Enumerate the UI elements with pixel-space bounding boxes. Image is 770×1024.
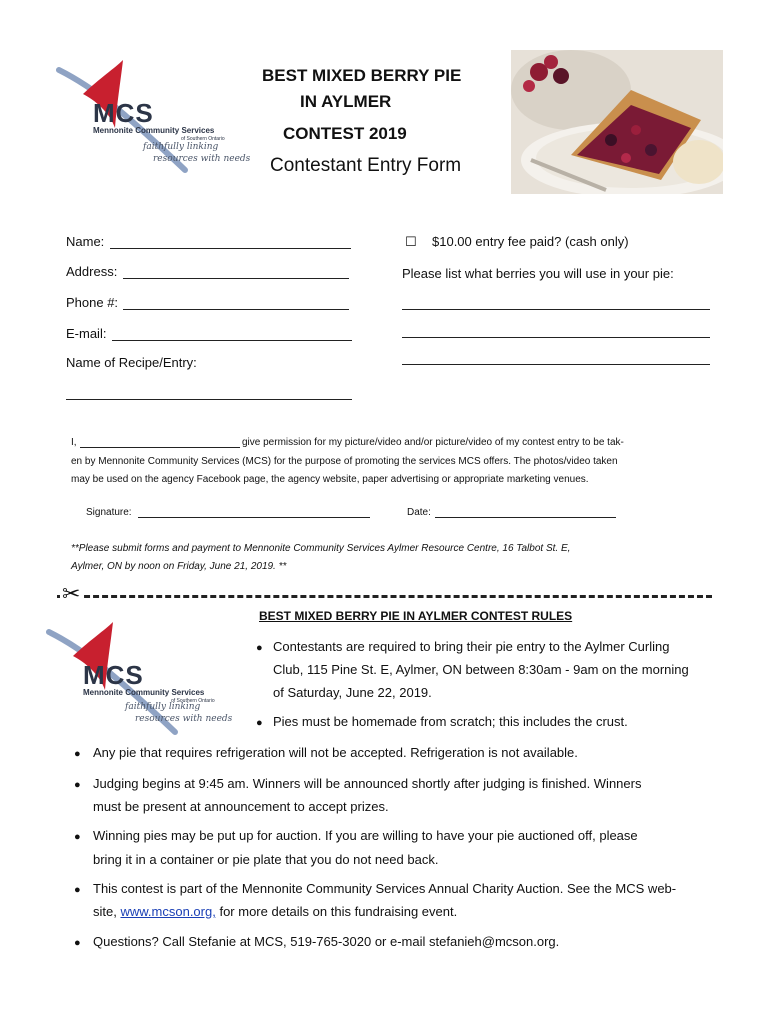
logo-region-text: of Southern Ontario (171, 698, 215, 704)
logo-tagline-2: resources with needs (135, 714, 233, 724)
phone-label: Phone #: (66, 295, 119, 310)
bullet-icon: ● (74, 831, 81, 843)
rule-1-line-2: Club, 115 Pine St. E, Aylmer, ON between 8:30am - 9am on the morning (273, 662, 689, 677)
rule-3: Any pie that requires refrigeration will not be accepted. Refrigeration is not available. (93, 745, 578, 760)
rule-2: Pies must be homemade from scratch; this includes the crust. (273, 714, 628, 729)
fee-checkbox[interactable]: ☐ (405, 234, 417, 249)
rule-6-line-2 (93, 900, 457, 923)
form-subtitle: Contestant Entry Form (270, 155, 462, 176)
consent-text-1: give permission for my picture/video and/or picture/video of my contest entry to be tak- (242, 437, 624, 448)
date-field[interactable] (435, 517, 616, 518)
consent-text-2: en by Mennonite Community Services (MCS) for the purpose of promoting the services MCS offers. The photos/video taken (71, 456, 618, 467)
logo-tagline-1: faithfully linking (125, 702, 201, 712)
phone-field[interactable] (123, 309, 349, 310)
name-field[interactable] (110, 248, 351, 249)
date-label: Date: (407, 507, 431, 518)
cut-line (57, 595, 712, 598)
logo-org-text: Mennonite Community Services (93, 126, 215, 135)
submit-note-1: **Please submit forms and payment to Mennonite Community Services Aylmer Resource Centre, 16 Talbot St. E, (71, 543, 571, 554)
rules-heading: BEST MIXED BERRY PIE IN AYLMER CONTEST RULES (259, 609, 573, 623)
logo-tagline-1: faithfully linking (143, 142, 219, 152)
bullet-icon: ● (74, 748, 81, 760)
rule-5-line-1: Winning pies may be put up for auction. If you are willing to have your pie auctioned off, please (93, 828, 638, 843)
rule-6-line-1: This contest is part of the Mennonite Community Services Annual Charity Auction. See the MCS web- (93, 881, 677, 896)
address-field[interactable] (123, 278, 349, 279)
scissors-icon: ✂ (62, 581, 81, 606)
logo-tagline-2: resources with needs (153, 154, 251, 164)
email-field[interactable] (112, 340, 352, 341)
recipe-label: Name of Recipe/Entry: (66, 355, 197, 370)
logo-org-text: Mennonite Community Services (83, 688, 205, 697)
logo-mcs-text: MCS (93, 98, 154, 128)
rule-1-line-3: of Saturday, June 22, 2019. (273, 685, 432, 700)
bullet-icon: ● (74, 779, 81, 791)
signature-field[interactable] (138, 517, 370, 518)
bullet-icon: ● (256, 642, 263, 654)
rule-1-line-1: Contestants are required to bring their pie entry to the Aylmer Curling (273, 639, 670, 654)
logo-mcs-text: MCS (83, 660, 144, 690)
consent-name-field[interactable] (80, 447, 240, 448)
consent-text-3: may be used on the agency Facebook page, the agency website, paper advertising or appropriate marketing venues. (71, 474, 589, 485)
bullet-icon: ● (74, 937, 81, 949)
mcs-logo-top (55, 58, 251, 178)
berries-prompt: Please list what berries you will use in your pie: (402, 266, 674, 281)
logo-region-text: of Southern Ontario (181, 136, 225, 142)
address-label: Address: (66, 264, 118, 279)
name-label: Name: (66, 234, 105, 249)
mcson-link[interactable]: www.mcson.org, (120, 904, 216, 919)
fee-label: $10.00 entry fee paid? (cash only) (432, 234, 629, 249)
berries-line-2[interactable] (402, 337, 710, 338)
bullet-icon: ● (256, 717, 263, 729)
rule-6-post: for more details on this fundraising event. (219, 904, 458, 919)
berries-line-1[interactable] (402, 309, 710, 310)
pie-photo (511, 50, 723, 194)
email-label: E-mail: (66, 326, 107, 341)
rule-5-line-2: bring it in a container or pie plate that you do not need back. (93, 852, 439, 867)
rule-6-pre: site, (93, 904, 117, 919)
mcs-logo-bottom (45, 620, 235, 740)
consent-prefix: I, (71, 437, 77, 448)
berries-line-3[interactable] (402, 364, 710, 365)
title-line-1: BEST MIXED BERRY PIE (262, 66, 462, 85)
signature-label: Signature: (86, 507, 132, 518)
rule-4-line-1: Judging begins at 9:45 am. Winners will be announced shortly after judging is finished. Winners (93, 776, 642, 791)
submit-note-2: Aylmer, ON by noon on Friday, June 21, 2019. ** (71, 561, 287, 572)
rule-7: Questions? Call Stefanie at MCS, 519-765-3020 or e-mail stefanieh@mcson.org. (93, 934, 560, 949)
title-line-3: CONTEST 2019 (283, 124, 407, 143)
bullet-icon: ● (74, 884, 81, 896)
rule-4-line-2: must be present at announcement to accept prizes. (93, 799, 389, 814)
title-line-2: IN AYLMER (300, 92, 392, 111)
recipe-field[interactable] (66, 399, 352, 400)
